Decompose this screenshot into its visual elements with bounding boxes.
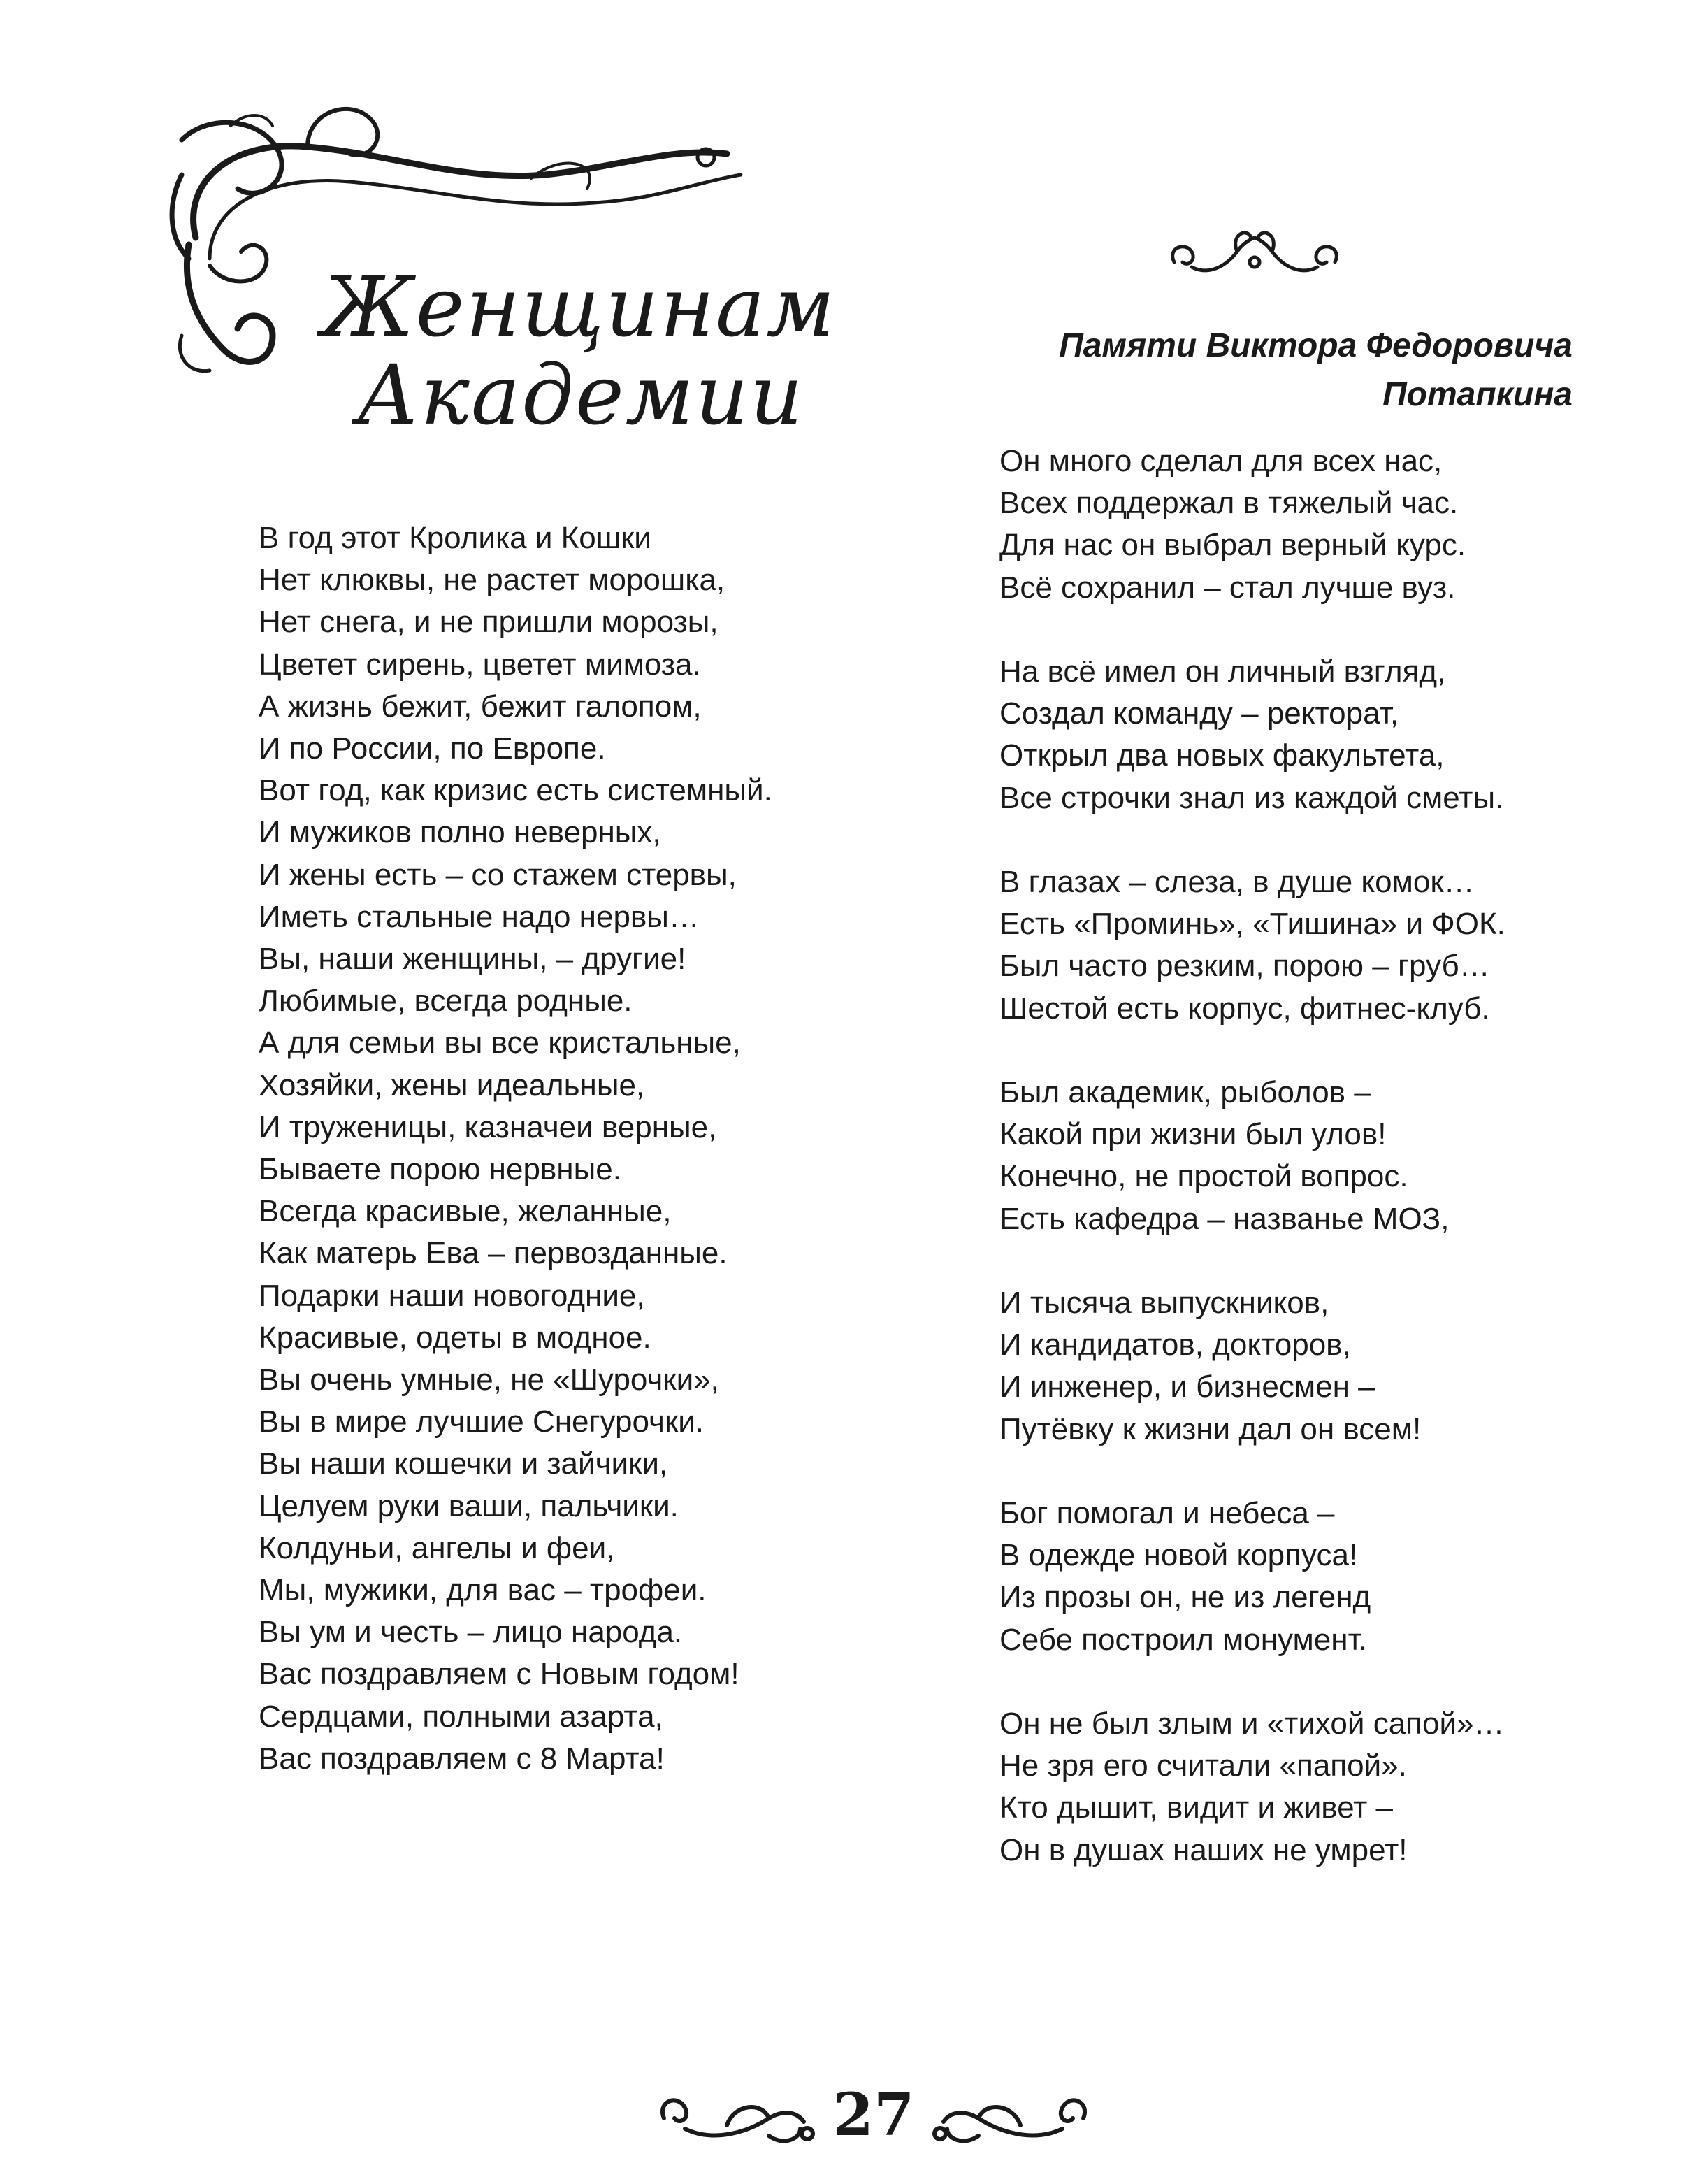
poem-line: Для нас он выбрал верный курс. <box>999 528 1466 563</box>
poem-line: В одежде новой корпуса! <box>999 1538 1358 1573</box>
stanza <box>999 1703 1505 1872</box>
poem-line: Есть кафедра – названье МОЗ, <box>999 1201 1450 1236</box>
poem-line: И мужиков полно неверных, <box>259 815 661 850</box>
poem-line: Он не был злым и «тихой сапой»… <box>999 1707 1505 1741</box>
poem-line: Вы наши кошечки и зайчики, <box>259 1446 668 1481</box>
poem-line: Мы, мужики, для вас – трофеи. <box>259 1573 707 1608</box>
poem-line: Вы, наши женщины, – другие! <box>259 942 686 977</box>
right-poem-heading <box>965 322 1573 419</box>
poem-line: Был часто резким, порою – груб… <box>999 949 1490 984</box>
poem-line: Иметь стальные надо нервы… <box>259 899 700 934</box>
poem-line: Создал команду – ректорат, <box>999 696 1399 731</box>
poem-line: Красивые, одеты в модное. <box>259 1320 651 1355</box>
poem-line: Он много сделал для всех нас, <box>999 444 1443 478</box>
poem-line: Вы очень умные, не «Шурочки», <box>259 1363 719 1398</box>
poem-line: Целуем руки ваши, пальчики. <box>259 1488 679 1523</box>
poem-line: Всегда красивые, желанные, <box>259 1194 672 1229</box>
poem-line: Себе построил монумент. <box>999 1622 1368 1657</box>
poem-line: Шестой есть корпус, фитнес-клуб. <box>999 991 1490 1026</box>
poem-line: Из прозы он, не из легенд <box>999 1580 1371 1615</box>
poem-line: Вы в мире лучшие Снегурочки. <box>259 1404 705 1439</box>
poem-line: И труженицы, казначеи верные, <box>259 1109 717 1144</box>
stanza <box>999 440 1505 609</box>
poem-line: Бог помогал и небеса – <box>999 1496 1335 1530</box>
poem-line: Любимые, всегда родные. <box>259 984 633 1019</box>
poem-line: Как матерь Ева – первозданные. <box>259 1236 728 1271</box>
left-poem-title <box>308 259 839 443</box>
poem-line: Вы ум и честь – лицо народа. <box>259 1615 683 1650</box>
poem-line: Хозяйки, жены идеальные, <box>259 1068 645 1102</box>
poem-line: Нет клюквы, не растет морошка, <box>259 563 725 598</box>
swirl-right-icon <box>930 2083 1097 2153</box>
swirl-divider-icon <box>1160 224 1349 287</box>
poem-line: В год этот Кролика и Кошки <box>259 521 651 555</box>
poem-line: А жизнь бежит, бежит галопом, <box>259 689 702 724</box>
poem-line: Путёвку к жизни дал он всем! <box>999 1411 1422 1446</box>
poem-line: Вас поздравляем с 8 Марта! <box>259 1741 665 1776</box>
poem-line: Колдуньи, ангелы и феи, <box>259 1530 615 1565</box>
poem-line: Был академик, рыболов – <box>999 1075 1371 1109</box>
stanza <box>999 1282 1505 1451</box>
poem-line: Вот год, как кризис есть системный. <box>259 773 772 808</box>
swirl-left-icon <box>650 2083 818 2153</box>
poem-line: Нет снега, и не пришли морозы, <box>259 605 718 640</box>
title-line-1: Женщинам <box>322 259 837 355</box>
right-poem-body <box>999 440 1505 1872</box>
heading-line-1: Памяти Виктора Федоровича <box>1059 327 1573 364</box>
poem-line: Есть «Проминь», «Тишина» и ФОК. <box>999 907 1505 942</box>
left-poem-body <box>259 517 772 1780</box>
poem-line: И тысяча выпускников, <box>999 1286 1329 1320</box>
poem-line: Какой при жизни был улов! <box>999 1117 1387 1152</box>
poem-line: Все строчки знал из каждой сметы. <box>999 780 1504 815</box>
poem-line: Бываете порою нервные. <box>259 1152 621 1187</box>
poem-line: И инженер, и бизнесмен – <box>999 1370 1375 1404</box>
poem-line: И кандидатов, докторов, <box>999 1328 1351 1363</box>
poem-line: Открыл два новых факультета, <box>999 738 1445 773</box>
poem-line: Конечно, не простой вопрос. <box>999 1159 1408 1194</box>
poem-line: А для семьи вы все кристальные, <box>259 1026 741 1061</box>
poem-line: Цветет сирень, цветет мимоза. <box>259 647 701 682</box>
stanza <box>999 1072 1505 1240</box>
poem-line: Он в душах наших не умрет! <box>999 1832 1408 1867</box>
stanza <box>999 1493 1505 1661</box>
page-number: 27 <box>832 2080 915 2149</box>
poem-line: В глазах – слеза, в душе комок… <box>999 865 1475 899</box>
poem-line: Подарки наши новогодние, <box>259 1278 645 1313</box>
title-line-2: Академии <box>356 347 804 443</box>
poem-line: Не зря его считали «папой». <box>999 1748 1407 1783</box>
poem-line: Кто дышит, видит и живет – <box>999 1790 1394 1825</box>
poem-line: И по России, по Европе. <box>259 731 606 766</box>
poem-line: Всех поддержал в тяжелый час. <box>999 486 1459 521</box>
poem-line: Сердцами, полными азарта, <box>259 1699 663 1734</box>
poem-line: И жены есть – со стажем стервы, <box>259 857 737 892</box>
poem-line: На всё имел он личный взгляд, <box>999 654 1446 689</box>
page-footer <box>629 2069 1118 2160</box>
poem-line: Всё сохранил – стал лучше вуз. <box>999 570 1456 605</box>
poem-line: Вас поздравляем с Новым годом! <box>259 1657 739 1692</box>
heading-line-2: Потапкина <box>1382 376 1573 413</box>
stanza <box>999 651 1505 819</box>
stanza <box>999 861 1505 1030</box>
